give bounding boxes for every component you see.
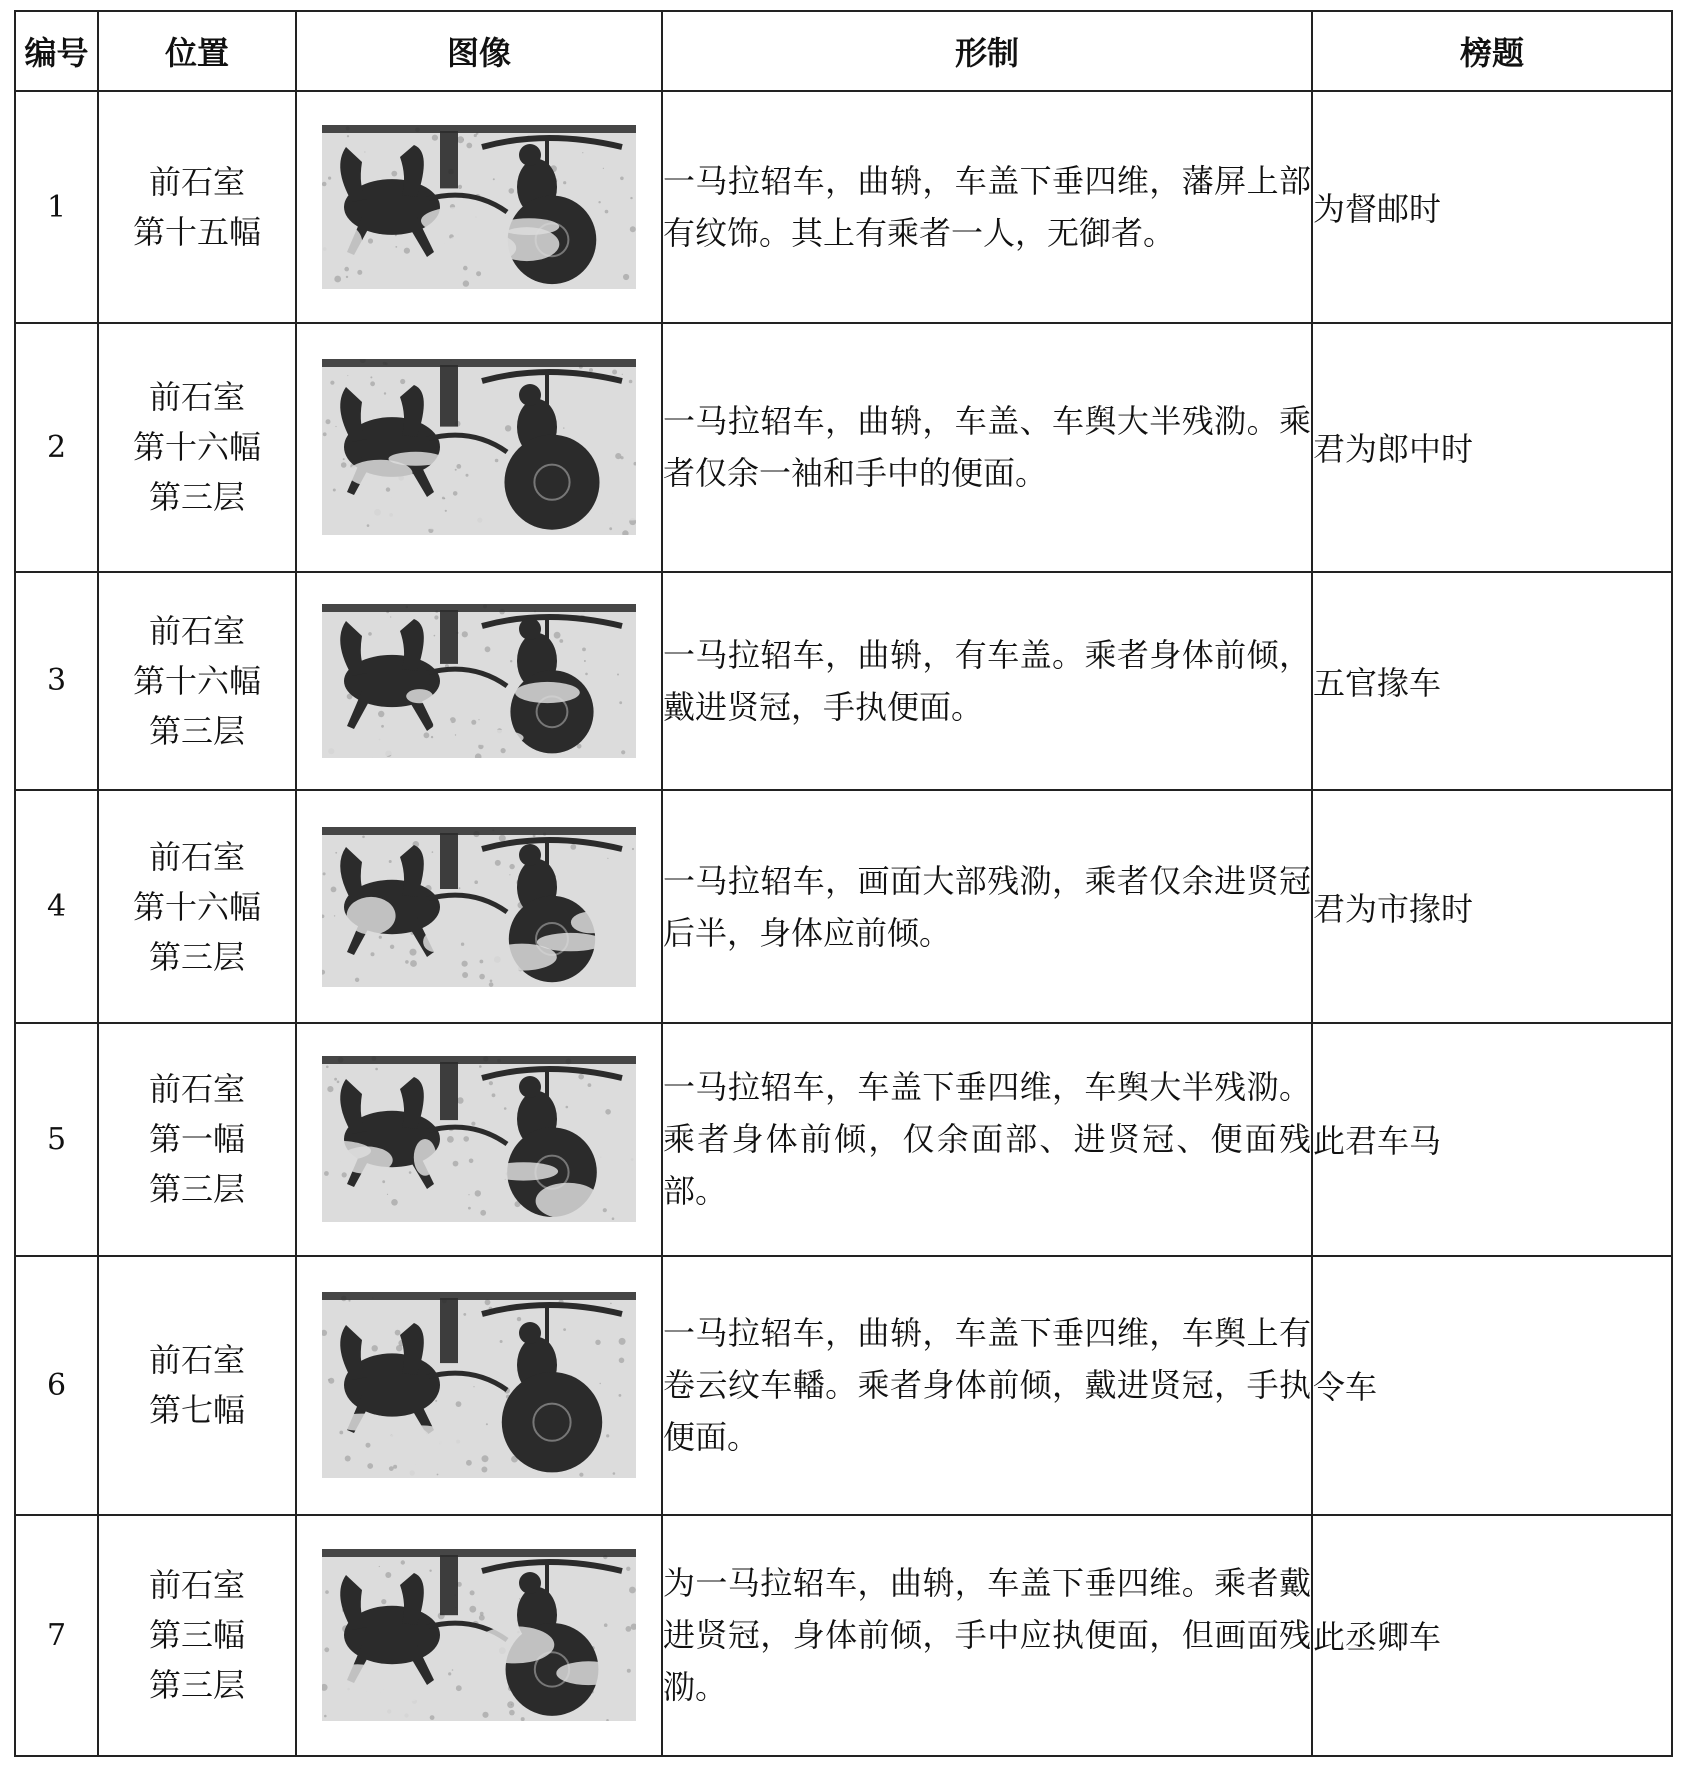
row-form-description: 一马拉轺车，画面大部残泐，乘者仅余进贤冠后半，身体应前倾。: [662, 790, 1312, 1022]
position-line: 前石室: [148, 1070, 245, 1109]
position-line: 第三层: [148, 1170, 245, 1209]
row-caption: 为督邮时: [1312, 91, 1672, 323]
horse-carriage-rubbing-icon: [322, 359, 636, 535]
position-line: 第三层: [148, 711, 245, 750]
position-line: 第三层: [148, 478, 245, 517]
row-number: 5: [15, 1023, 98, 1257]
table-row: [15, 323, 1672, 571]
row-form-description: 一马拉轺车，曲辀，有车盖。乘者身体前倾，戴进贤冠，手执便面。: [662, 572, 1312, 791]
position-line: 第十五幅: [132, 213, 261, 252]
position-line: 第三层: [148, 1666, 245, 1705]
row-number: 7: [15, 1515, 98, 1756]
row-image: [296, 572, 662, 791]
row-image: [296, 790, 662, 1022]
position-line: 前石室: [148, 1566, 245, 1605]
row-caption: 君为市掾时: [1312, 790, 1672, 1022]
row-form-description: 一马拉轺车，曲辀，车盖下垂四维，藩屏上部有纹饰。其上有乘者一人，无御者。: [662, 91, 1312, 323]
position-line: 前石室: [148, 163, 245, 202]
table-row: [15, 1256, 1672, 1514]
table-row: [15, 1515, 1672, 1756]
row-position: [98, 790, 296, 1022]
header-image: 图像: [296, 11, 662, 91]
row-form-description: 一马拉轺车，曲辀，车盖下垂四维，车舆上有卷云纹车轓。乘者身体前倾，戴进贤冠，手执便面。: [662, 1256, 1312, 1514]
position-line: 前石室: [148, 378, 245, 417]
row-caption: 五官掾车: [1312, 572, 1672, 791]
horse-carriage-rubbing-icon: [322, 125, 636, 289]
row-position: [98, 1023, 296, 1257]
header-position: 位置: [98, 11, 296, 91]
row-number: 2: [15, 323, 98, 571]
horse-carriage-rubbing-icon: [322, 827, 636, 987]
position-line: 第十六幅: [132, 661, 261, 700]
position-line: 第十六幅: [132, 887, 261, 926]
row-caption: 此丞卿车: [1312, 1515, 1672, 1756]
row-position: [98, 572, 296, 791]
row-position: [98, 1515, 296, 1756]
row-image: [296, 323, 662, 571]
chariot-table: [14, 10, 1673, 1757]
row-image: [296, 91, 662, 323]
row-image: [296, 1515, 662, 1756]
position-line: 第一幅: [148, 1120, 245, 1159]
row-position: [98, 1256, 296, 1514]
row-image: [296, 1023, 662, 1257]
horse-carriage-rubbing-icon: [322, 604, 636, 758]
table-row: [15, 91, 1672, 323]
row-form-description: 一马拉轺车，车盖下垂四维，车舆大半残泐。乘者身体前倾，仅余面部、进贤冠、便面残部。: [662, 1023, 1312, 1257]
table-row: [15, 1023, 1672, 1257]
position-line: 前石室: [148, 837, 245, 876]
horse-carriage-rubbing-icon: [322, 1292, 636, 1478]
horse-carriage-rubbing-icon: [322, 1549, 636, 1721]
horse-carriage-rubbing-icon: [322, 1056, 636, 1222]
row-number: 6: [15, 1256, 98, 1514]
row-image: [296, 1256, 662, 1514]
row-form-description: 为一马拉轺车，曲辀，车盖下垂四维。乘者戴进贤冠，身体前倾，手中应执便面，但画面残泐。: [662, 1515, 1312, 1756]
row-number: 3: [15, 572, 98, 791]
header-caption: 榜题: [1312, 11, 1672, 91]
header-row: [15, 11, 1672, 91]
row-caption: 君为郎中时: [1312, 323, 1672, 571]
position-line: 第十六幅: [132, 428, 261, 467]
table-row: [15, 572, 1672, 791]
header-form: 形制: [662, 11, 1312, 91]
position-line: 第三层: [148, 937, 245, 976]
row-caption: 此君车马: [1312, 1023, 1672, 1257]
header-number: 编号: [15, 11, 98, 91]
row-number: 4: [15, 790, 98, 1022]
row-number: 1: [15, 91, 98, 323]
row-caption: 令车: [1312, 1256, 1672, 1514]
position-line: 前石室: [148, 1341, 245, 1380]
row-form-description: 一马拉轺车，曲辀，车盖、车舆大半残泐。乘者仅余一袖和手中的便面。: [662, 323, 1312, 571]
position-line: 第三幅: [148, 1616, 245, 1655]
table-row: [15, 790, 1672, 1022]
row-position: [98, 91, 296, 323]
position-line: 第七幅: [148, 1391, 245, 1430]
row-position: [98, 323, 296, 571]
position-line: 前石室: [148, 611, 245, 650]
